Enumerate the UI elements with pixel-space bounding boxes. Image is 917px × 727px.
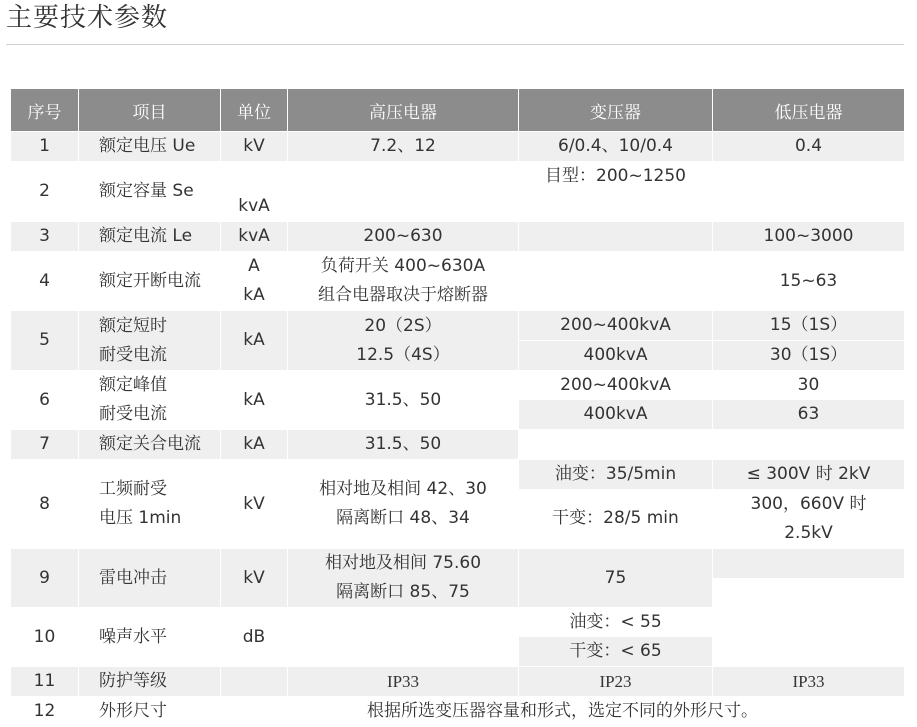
cell-transformer: 75 [519, 549, 713, 608]
table-row [11, 549, 905, 608]
lv-text: 15（1S） [769, 315, 848, 335]
cell-no: 1 [11, 132, 79, 162]
cell-lv: 15~63 [713, 252, 905, 311]
cell-item [79, 311, 221, 371]
hv-text: 隔离断口 48、34 [336, 508, 470, 528]
hv-text: 相对地及相间 75.60 [324, 553, 482, 573]
lv-text: 2.5kV [784, 523, 833, 543]
item-text: 额定短时 [99, 315, 167, 336]
cell-item: 额定电压 Ue [79, 132, 221, 162]
cell-hv: 31.5、50 [288, 430, 519, 460]
table-row [11, 222, 905, 252]
cell-lv [713, 430, 905, 460]
table-row [11, 608, 905, 667]
cell-unit: dB [221, 608, 288, 667]
transformer-text: 400kvA [519, 400, 712, 429]
table-row [11, 697, 905, 727]
cell-transformer: 6/0.4、10/0.4 [519, 132, 713, 162]
cell-unit: kV [221, 549, 288, 608]
cell-item: 防护等级 [79, 667, 221, 697]
cell-item: 噪声水平 [79, 608, 221, 667]
item-text: 工频耐受 [99, 479, 167, 499]
item-text: 耐受电流 [99, 404, 167, 424]
hv-text: 负荷开关 400~630A [320, 256, 486, 276]
cell-unit: kV [221, 132, 288, 162]
cell-lv [713, 549, 905, 608]
cell-item: 额定容量 Se [79, 162, 221, 222]
cell-no: 6 [11, 371, 79, 430]
transformer-text: 400kvA [519, 340, 712, 370]
cell-hv: 31.5、50 [288, 371, 519, 430]
cell-lv: 100~3000 [713, 222, 905, 252]
table-row [11, 460, 905, 549]
cell-hv: 200~630 [288, 222, 519, 252]
cell-transformer: IP23 [519, 667, 713, 697]
transformer-text: 油变：< 55 [569, 612, 662, 632]
header-transformer: 变压器 [519, 89, 713, 132]
cell-no: 4 [11, 252, 79, 311]
lv-text: 30 [797, 375, 820, 395]
lv-text: 63 [713, 400, 904, 429]
table-row [11, 311, 905, 371]
header-lv: 低压电器 [713, 89, 905, 132]
cell-unit [221, 162, 288, 222]
cell-unit [221, 252, 288, 311]
lv-text: ≤ 300V 时 2kV [713, 460, 904, 489]
cell-no: 3 [11, 222, 79, 252]
cell-note: 根据所选变压器容量和形式，选定不同的外形尺寸。 [221, 697, 905, 727]
hv-text: 20（2S） [364, 315, 442, 336]
cell-hv: IP33 [288, 667, 519, 697]
cell-unit: kA [221, 371, 288, 430]
cell-hv [288, 311, 519, 371]
cell-no: 2 [11, 162, 79, 222]
cell-lv: 0.4 [713, 132, 905, 162]
hv-text: 组合电器取决于熔断器 [318, 285, 488, 305]
cell-hv [288, 162, 519, 222]
unit-text: A [248, 256, 260, 276]
parameters-table [10, 88, 905, 727]
cell-transformer [519, 371, 713, 430]
item-text: 额定峰值 [99, 375, 167, 395]
transformer-text: 油变：35/5min [519, 460, 712, 489]
transformer-text: 目型：200~1250 [545, 166, 686, 186]
cell-lv [713, 460, 905, 549]
cell-hv [288, 549, 519, 608]
cell-hv [288, 608, 519, 667]
cell-lv [713, 608, 905, 667]
empty-subcell [713, 578, 904, 607]
cell-no: 7 [11, 430, 79, 460]
page-title: 主要技术参数 [6, 3, 169, 33]
cell-unit: kA [221, 430, 288, 460]
lv-text: 300，660V 时 [713, 489, 904, 519]
table-row [11, 132, 905, 162]
unit-text: kvA [238, 196, 270, 216]
hv-text: 相对地及相间 42、30 [319, 479, 487, 499]
cell-item: 额定开断电流 [79, 252, 221, 311]
empty-subcell [519, 191, 712, 221]
cell-unit: kV [221, 460, 288, 549]
cell-no: 12 [11, 697, 79, 727]
cell-transformer [519, 608, 713, 667]
header-item: 项目 [79, 89, 221, 132]
cell-unit: kA [221, 311, 288, 371]
cell-transformer [519, 311, 713, 371]
cell-lv: IP33 [713, 667, 905, 697]
cell-no: 8 [11, 460, 79, 549]
header-hv: 高压电器 [288, 89, 519, 132]
header-no: 序号 [11, 89, 79, 132]
cell-no: 9 [11, 549, 79, 608]
cell-hv [288, 460, 519, 549]
cell-item: 外形尺寸 [79, 697, 221, 727]
transformer-text: 干变：< 65 [519, 637, 712, 666]
cell-hv [288, 252, 519, 311]
unit-text: kA [243, 285, 265, 305]
cell-lv [713, 162, 905, 222]
cell-no: 5 [11, 311, 79, 371]
title-divider [6, 44, 904, 45]
table-row [11, 667, 905, 697]
hv-text: 12.5（4S） [356, 344, 450, 365]
cell-transformer [519, 162, 713, 222]
item-text: 耐受电流 [99, 344, 167, 365]
cell-item: 额定电流 Le [79, 222, 221, 252]
table-row [11, 371, 905, 430]
table-row [11, 430, 905, 460]
item-text: 电压 1min [99, 508, 182, 528]
cell-no: 11 [11, 667, 79, 697]
cell-transformer [519, 430, 713, 460]
cell-transformer [519, 460, 713, 549]
cell-lv [713, 371, 905, 430]
cell-item [79, 460, 221, 549]
cell-unit [221, 667, 288, 697]
cell-item: 雷电冲击 [79, 549, 221, 608]
table-row [11, 252, 905, 311]
table-header-row [11, 89, 905, 132]
cell-item [79, 371, 221, 430]
transformer-text: 200~400kvA [560, 315, 671, 335]
cell-lv [713, 311, 905, 371]
header-unit: 单位 [221, 89, 288, 132]
lv-text: 30（1S） [713, 340, 904, 370]
hv-text: 隔离断口 85、75 [336, 582, 470, 602]
cell-hv: 7.2、12 [288, 132, 519, 162]
cell-no: 10 [11, 608, 79, 667]
cell-transformer [519, 252, 713, 311]
transformer-text: 干变：28/5 min [519, 489, 712, 547]
cell-transformer [519, 222, 713, 252]
cell-item: 额定关合电流 [79, 430, 221, 460]
transformer-text: 200~400kvA [560, 375, 671, 395]
cell-unit: kvA [221, 222, 288, 252]
empty-subcell [713, 549, 904, 578]
table-row [11, 162, 905, 222]
